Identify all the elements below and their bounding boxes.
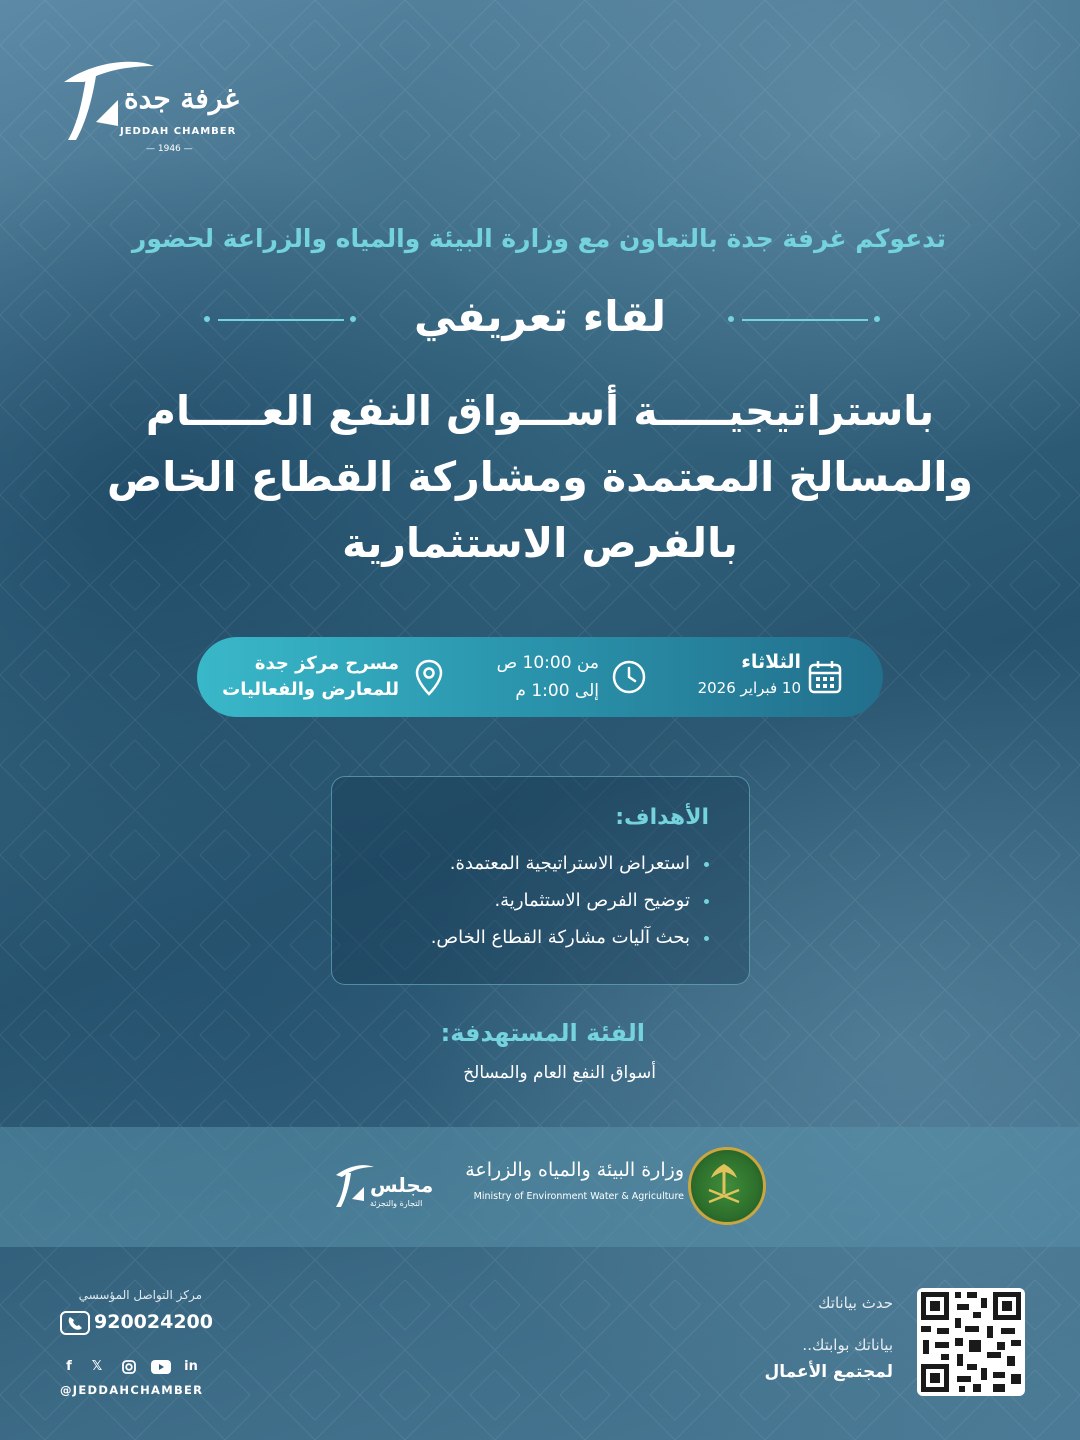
phone-icon	[60, 1311, 90, 1335]
handset-icon	[62, 1313, 88, 1333]
linkedin-icon[interactable]: in	[184, 1359, 198, 1374]
goals-title: الأهداف:	[615, 805, 709, 830]
x-icon[interactable]: 𝕏	[91, 1359, 103, 1374]
portal-line-1: بياناتك بوابتك..	[802, 1336, 893, 1354]
goal-text: توضيح الفرص الاستثمارية.	[494, 890, 690, 911]
update-data-label: حدث بياناتك	[818, 1294, 893, 1312]
time-from	[497, 653, 599, 673]
palm-icon	[691, 1150, 757, 1216]
location-pin-icon	[415, 659, 443, 697]
decor-dot	[728, 316, 734, 322]
time-to	[515, 681, 599, 701]
logo-arabic-name: غرفة جدة	[124, 82, 239, 115]
social-icons	[60, 1358, 202, 1376]
majlis-subtitle: التجارة والتجزئة	[370, 1199, 423, 1208]
goal-item	[450, 853, 709, 874]
target-audience-title: الفئة المستهدفة:	[440, 1019, 645, 1047]
portal-line-2: لمجتمع الأعمال	[764, 1362, 893, 1382]
bullet-icon	[704, 862, 709, 867]
logo-year: — 1946 —	[146, 144, 193, 154]
event-date: 10 فبراير 2026	[697, 679, 801, 697]
jeddah-chamber-logo	[50, 52, 239, 162]
instagram-icon[interactable]	[120, 1358, 138, 1376]
qr-code-icon	[917, 1288, 1025, 1396]
clock-icon	[611, 659, 647, 695]
ministry-logo	[466, 1147, 766, 1227]
title-line-2: والمسالخ المعتمدة ومشاركة القطاع الخاص	[107, 453, 973, 501]
decor-dot	[874, 316, 880, 322]
qr-code[interactable]	[917, 1288, 1025, 1396]
venue-line-1: مسرح مركز جدة	[254, 653, 399, 674]
time-to-label: إلى	[574, 681, 599, 701]
venue-block	[222, 637, 447, 717]
decor-dot	[204, 316, 210, 322]
logo-english-name: JEDDAH CHAMBER	[120, 126, 237, 137]
majlis-name: مجلس	[370, 1173, 434, 1197]
bullet-icon	[704, 936, 709, 941]
goal-text: بحث آليات مشاركة القطاع الخاص.	[430, 927, 690, 948]
goals-box	[331, 776, 750, 985]
ministry-english-name: Ministry of Environment Water & Agriculture	[473, 1191, 684, 1202]
goal-text: استعراض الاستراتيجية المعتمدة.	[449, 853, 690, 874]
invitation-line: تدعوكم غرفة جدة بالتعاون مع وزارة البيئة والمياه والزراعة لحضور	[131, 224, 946, 253]
intro-title: لقاء تعريفي	[414, 292, 666, 341]
time-block	[497, 637, 657, 717]
bullet-icon	[704, 899, 709, 904]
title-line-1: باستراتيجيـــــة أســـواق النفع العـــــام	[145, 387, 935, 435]
partners-band	[0, 1127, 1080, 1247]
calendar-icon	[807, 659, 843, 695]
title-line-3: بالفرص الاستثمارية	[342, 519, 738, 567]
palm-swords-emblem-icon	[688, 1147, 766, 1225]
phone-row[interactable]	[60, 1311, 213, 1335]
time-to-value: 1:00 م	[515, 681, 570, 701]
ministry-arabic-name: وزارة البيئة والمياه والزراعة	[465, 1159, 684, 1181]
facebook-icon[interactable]: f	[66, 1359, 72, 1374]
decor-line-right	[742, 319, 868, 321]
majlis-brush-icon	[334, 1161, 374, 1211]
event-title	[70, 378, 1010, 576]
time-from-label: من	[576, 653, 599, 673]
goal-item	[494, 890, 709, 911]
social-handle[interactable]: @JEDDAHCHAMBER	[60, 1383, 204, 1397]
time-from-value: 10:00 ص	[496, 653, 572, 673]
contact-center-label: مركز التواصل المؤسسي	[78, 1288, 202, 1302]
date-block	[697, 637, 857, 717]
decor-line-left	[218, 319, 344, 321]
phone-number[interactable]: 920024200	[94, 1311, 213, 1333]
majlis-logo	[334, 1157, 434, 1217]
goal-item	[431, 927, 709, 948]
target-audience-text: أسواق النفع العام والمسالخ	[463, 1063, 656, 1083]
intro-title-row	[0, 292, 1080, 352]
event-info-bar	[197, 637, 883, 717]
event-day: الثلاثاء	[741, 651, 801, 673]
venue-line-2: للمعارض والفعاليات	[222, 679, 399, 700]
youtube-icon[interactable]	[150, 1358, 172, 1376]
